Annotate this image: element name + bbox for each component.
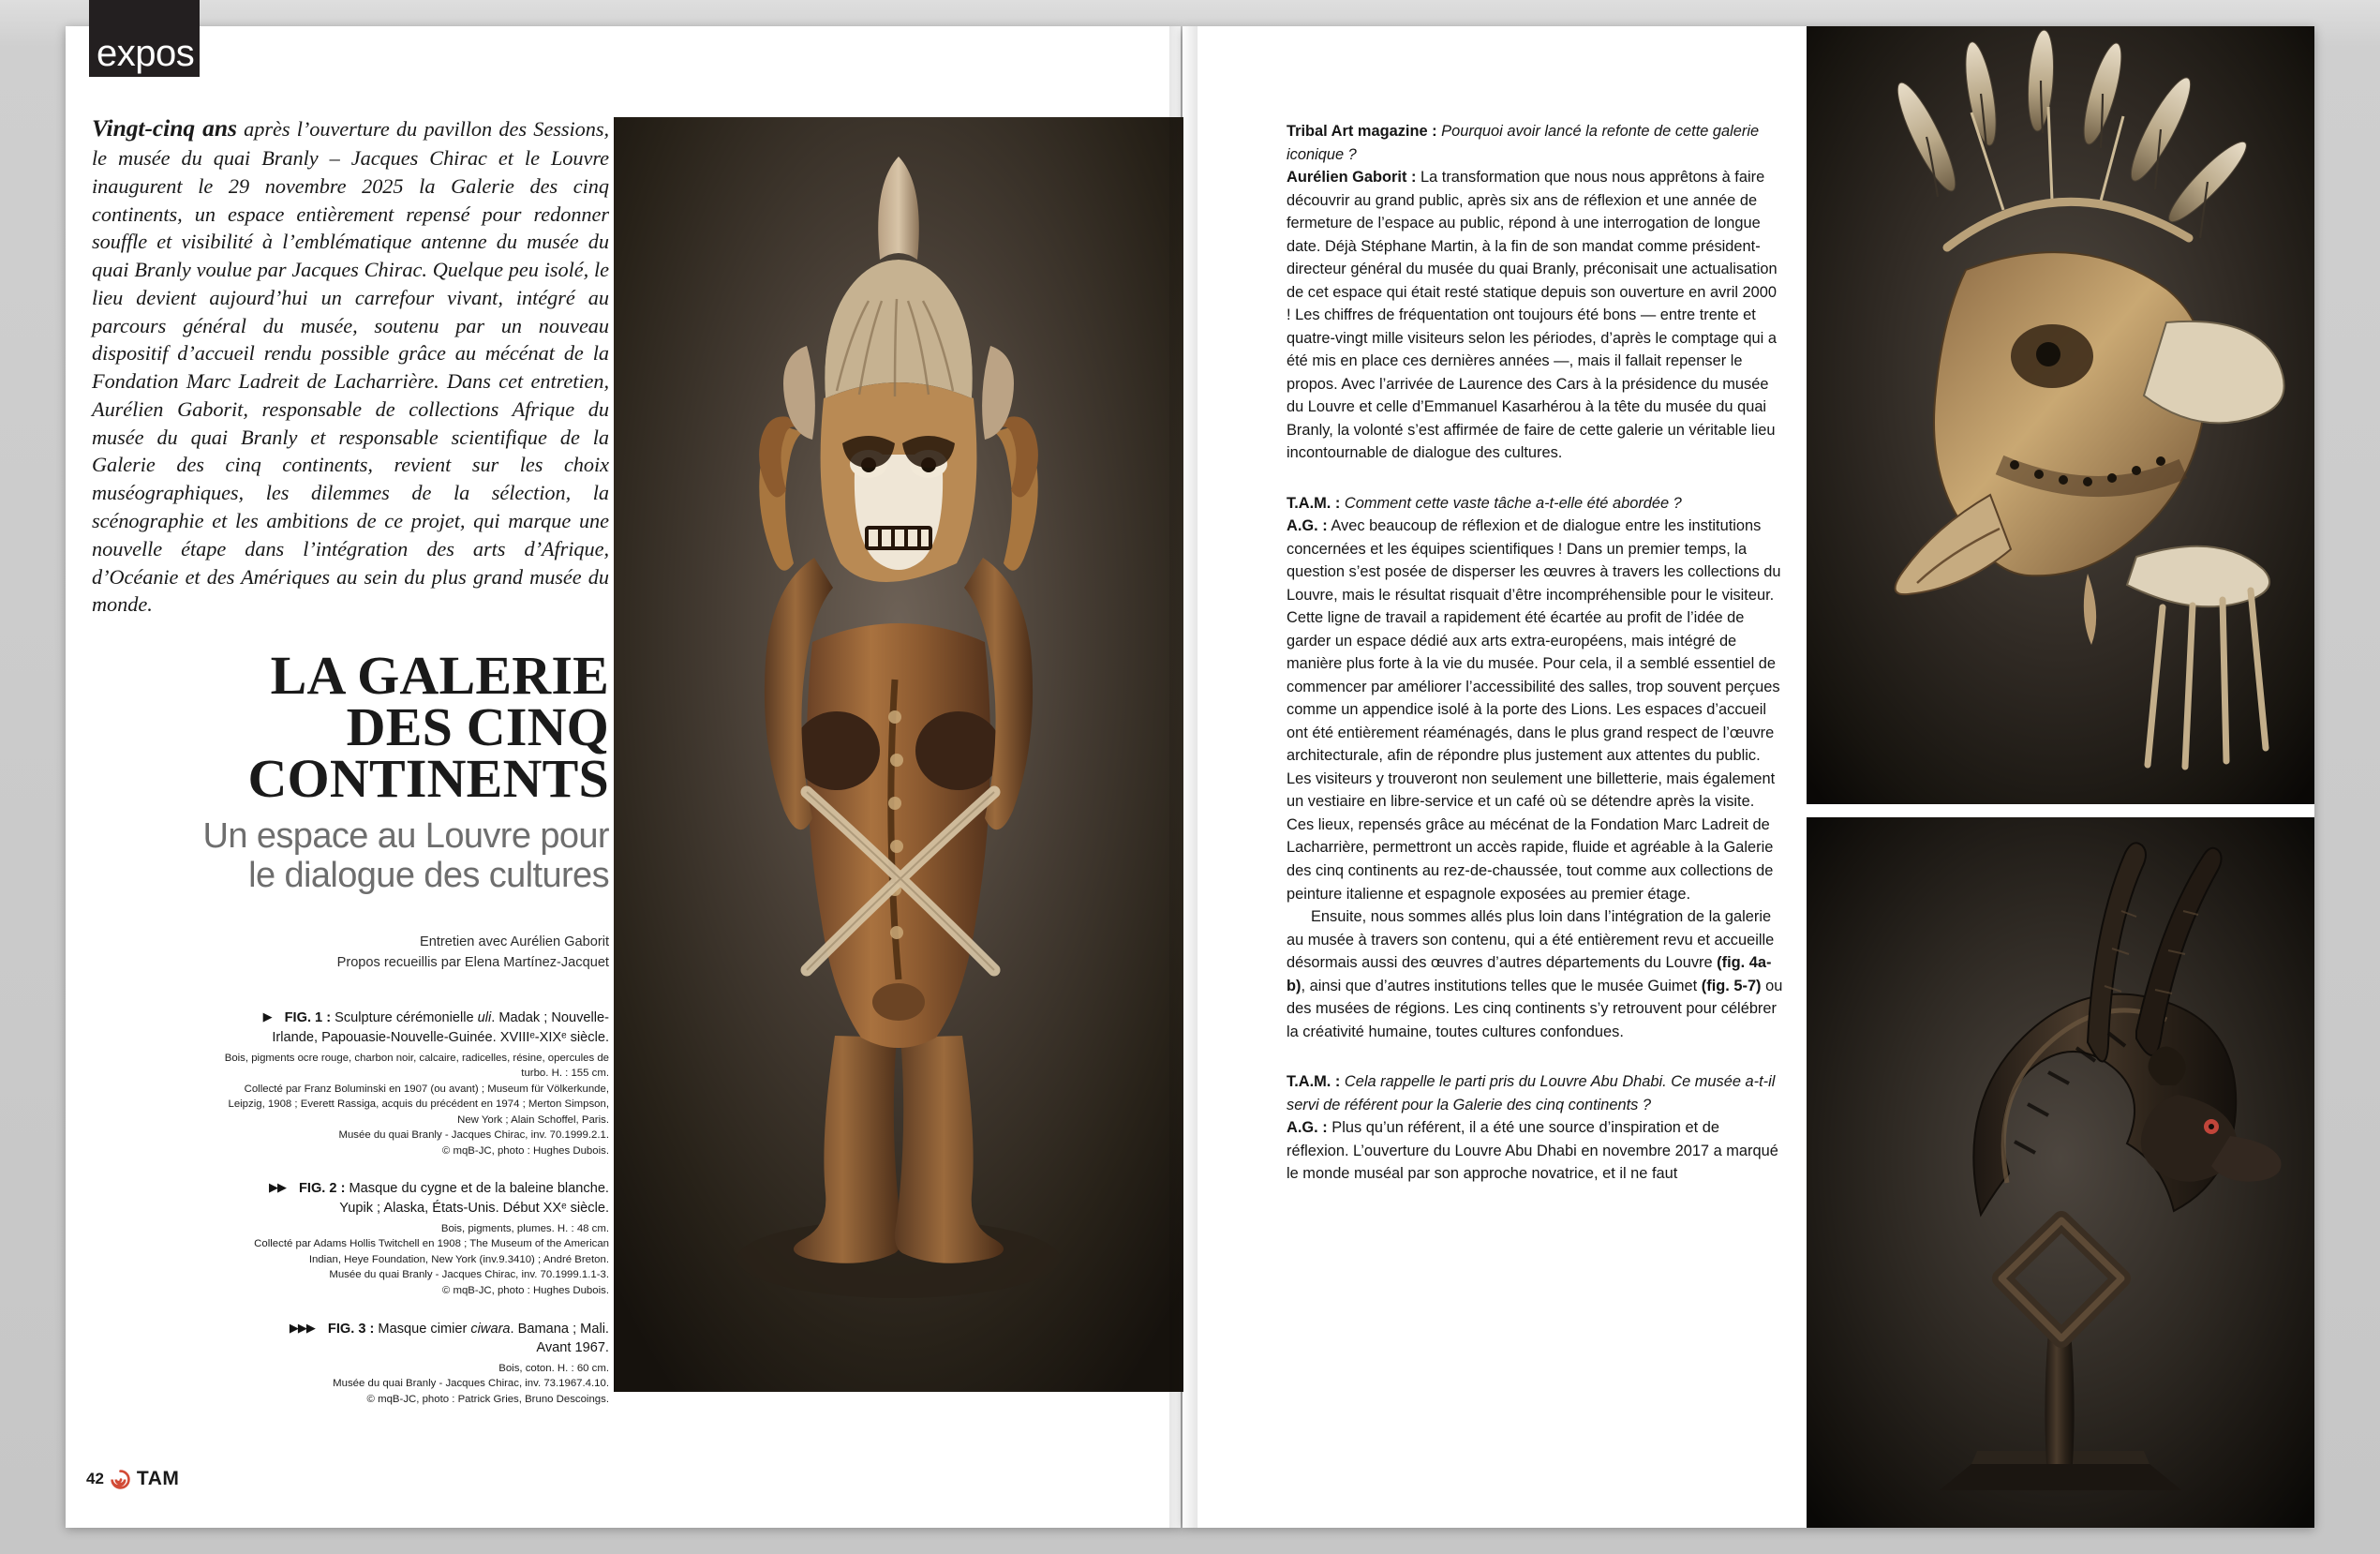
figure-title-line-2: Irlande, Papouasie-Nouvelle-Guinée. XVIIIᵉ-XIXᵉ siècle. (272, 1029, 609, 1045)
figure-title-text: Masque cimier (374, 1321, 471, 1337)
interview-text: Pourquoi avoir lancé la refonte de cette galerie iconique ? (1287, 123, 1760, 163)
spiral-logo-icon (111, 1470, 130, 1489)
caption-line: Collecté par Franz Boluminski en 1907 (ou avant) ; Museum für Völkerkunde, (244, 1083, 609, 1095)
headline-line-1: LA GALERIE (270, 645, 609, 707)
figure-title-line-2: Yupik ; Alaska, États-Unis. Début XXᵉ siècle. (339, 1201, 609, 1217)
interview-answer (1287, 905, 1783, 1043)
interview-text: Ensuite, nous sommes allés plus loin dans l’intégration de la galerie au musée à travers son contenu, qui a été entièrement revu et accueille désormais aussi des œuvres d’autres départements du Louvre (1287, 908, 1775, 972)
caption-line: © mqB-JC, photo : Hughes Dubois. (441, 1284, 609, 1296)
speaker-label: Aurélien Gaborit : (1287, 169, 1417, 187)
intro-lead-in: Vingt-cinq ans (92, 114, 237, 142)
intro-paragraph (92, 112, 609, 619)
caption-line: Collecté par Adams Hollis Twitchell en 1908 ; The Museum of the American (254, 1238, 609, 1250)
caption-line: Bois, pigments, plumes. H. : 48 cm. (440, 1222, 609, 1234)
credit-interview: Entretien avec Aurélien Gaborit (420, 934, 609, 949)
figure-title-text: Masque du cygne et de la baleine blanche. (345, 1181, 609, 1197)
interview-text: La transformation que nous nous apprêtons à faire découvrir au grand public, après six ans de réflexion et une année de fermeture de l’espace au public, répond à une interrogation de longue date. Déjà Stéphane Martin, à la fin de son mandat comme président-directeur général du musée du quai Branly, préconisait une actualisation de cet espace qui était resté statique depuis son ouverture en avril 2000 ! Les chiffres de fréquentation ont toujours été bons — entre trente et quatre-vingt mille visiteurs selon les périodes, d’après le comptage qui a été mis en place ces dernières années —, mais il fallait repenser le propos. Avec l’arrivée de Laurence des Cars à la présidence du musée du Louvre et celle d’Emmanuel Kasarhérou à la tête du musée du quai Branly, la volonté s’est affirmée de faire de cette galerie un véritable lieu incontournable de dialogue des cultures. (1287, 169, 1778, 462)
caption-line: Indian, Heye Foundation, New York (inv.9.3410) ; André Breton. (308, 1253, 609, 1265)
figure-caption-body (92, 1051, 609, 1159)
page-subtitle (92, 817, 609, 896)
figure-reference: (fig. 5-7) (1701, 977, 1762, 994)
speaker-label: T.A.M. : (1287, 494, 1341, 512)
figure-title-text: Sculpture cérémonielle (331, 1010, 478, 1026)
caption-line: Musée du quai Branly - Jacques Chirac, inv. 70.1999.2.1. (338, 1129, 609, 1142)
uli-figure-illustration (614, 117, 1183, 1392)
interview-text: Avec beaucoup de réflexion et de dialogue entre les institutions concernées et les équipes scientifiques ! Dans un premier temps, la question s’est posée de disperser les œuvres à travers les collections du Louvre, mais le résultat risquait d’être incompréhensible pour le visiteur. Cette ligne de travail a rapidement été écartée au profit de l’idée de garder un espace dédié aux arts extra-européens, mais intégré de manière plus forte à la vie du musée. Pour cela, il a semblé essentiel de commencer par améliorer l’accessibilité des salles, trop souvent perçues comme un appendice isolé à la porte des Lions. Les espaces d’accueil ont été entièrement réaménagés, dans le plus grand respect de l’œuvre architecturale, afin de répondre plus justement aux attentes du public. Les visiteurs y trouveront non seulement une billetterie, mais également un vestiaire en libre-service et un café où se détendre après la visite. Ces lieux, repensés grâce au mécénat de la Fondation Marc Ladreit de Lacharrière, permettront un accès rapide, fluide et agréable à la Galerie des cinq continents au rez-de-chaussée, tout comme aux collections de peinture italienne et espagnole exposées au premier étage. (1287, 517, 1781, 903)
figure-number: FIG. 2 : (298, 1181, 346, 1197)
page-title (92, 645, 609, 810)
speaker-label: A.G. : (1287, 517, 1328, 535)
subtitle-line-1: Un espace au Louvre pour (202, 816, 609, 857)
caption-line: New York ; Alain Schoffel, Paris. (457, 1113, 609, 1126)
figure-number: FIG. 3 : (327, 1321, 375, 1337)
credit-author: Propos recueillis par Elena Martínez-Jacquet (336, 955, 609, 971)
figure-caption-heading (92, 1009, 609, 1047)
interview-answer (1287, 166, 1783, 465)
qa-spacer (1287, 465, 1783, 492)
caption-line: Musée du quai Branly - Jacques Chirac, inv. 70.1999.1.1-3. (329, 1269, 609, 1281)
fig2-swan-whale-mask-photo (1807, 26, 2314, 804)
article-credits (92, 932, 609, 973)
headline-line-3: CONTINENTS (247, 748, 609, 810)
speaker-label: Tribal Art magazine : (1287, 123, 1437, 140)
figure-captions (92, 1009, 609, 1407)
interview-text: Plus qu’un référent, il a été une source d’inspiration et de réflexion. L’ouverture du Louvre Abu Dhabi en novembre 2017 a marqué le monde muséal par son approche novatrice, et il ne faut (1287, 1119, 1778, 1183)
page-number: 42 (86, 1470, 104, 1487)
figure-caption-body (92, 1221, 609, 1299)
subtitle-line-2: le dialogue des cultures (248, 856, 609, 896)
figure-title-italic: ciwara (470, 1321, 511, 1337)
figure-caption-block (92, 1009, 609, 1158)
figure-title-line-2: Avant 1967. (536, 1340, 609, 1356)
magazine-mark: TAM (136, 1468, 180, 1489)
figure-caption-heading (92, 1179, 609, 1218)
ciwara-illustration (1807, 817, 2314, 1528)
figure-caption-block (92, 1179, 609, 1298)
interview-answer (1287, 1116, 1783, 1186)
figure-caption-heading (92, 1320, 609, 1358)
qa-spacer (1287, 1043, 1783, 1070)
caption-line: turbo. H. : 155 cm. (521, 1068, 609, 1080)
figure-caption-block (92, 1320, 609, 1408)
caption-line: © mqB-JC, photo : Hughes Dubois. (441, 1144, 609, 1157)
caption-line: Bois, pigments ocre rouge, charbon noir, calcaire, radicelles, résine, opercules de (224, 1052, 609, 1064)
left-text-column (92, 112, 609, 1428)
caption-triangle-icon: ▶ (262, 1009, 272, 1024)
interview-text-end: ou des musées de régions. Les cinq continents s’y retrouvent pour célébrer la créativité humaine, toutes cultures confondues. (1287, 977, 1783, 1040)
figure-caption-body (92, 1361, 609, 1408)
caption-triangle-icon: ▶▶ (268, 1180, 286, 1195)
figure-number: FIG. 1 : (284, 1010, 332, 1026)
interview-column (1287, 120, 1783, 1186)
interview-question (1287, 1070, 1783, 1116)
intro-body: après l’ouverture du pavillon des Sessions, le musée du quai Branly – Jacques Chirac et le Louvre inaugurent le 29 novembre 2025 la Galerie des cinq continents, un espace entièrement repensé pour redonner souffle et visibilité à l’emblématique antenne du musée du quai Branly voulue par Jacques Chirac. Quelque peu isolé, le lieu devient aujourd’hui un carrefour vivant, intégré au parcours général du musée, soutenu par un nouveau dispositif d’accueil rendu possible grâce au mécénat de la Fondation Marc Ladreit de Lacharrière. Dans cet entretien, Aurélien Gaborit, responsable de collections Afrique du musée du quai Branly et responsable scientifique de la Galerie des cinq continents, revient sur les choix muséographiques, les dilemmes de la sélection, la scénographie et les ambitions de ce projet, qui marque une nouvelle étape dans l’intégration des arts d’Afrique, d’Océanie et des Amériques au sein du plus grand musée du monde. (92, 117, 609, 617)
interview-answer (1287, 515, 1783, 905)
interview-question (1287, 120, 1783, 166)
folio (86, 1468, 179, 1490)
headline-line-2: DES CINQ (346, 696, 609, 758)
figure-title-text-cont: . Madak ; Nouvelle- (491, 1010, 609, 1026)
caption-line: Leipzig, 1908 ; Everett Rassiga, acquis du précédent en 1974 ; Merton Simpson, (228, 1098, 609, 1111)
interview-text: Cela rappelle le parti pris du Louvre Abu Dhabi. Ce musée a-t-il servi de référent pour la Galerie des cinq continents ? (1287, 1073, 1776, 1113)
caption-line: Musée du quai Branly - Jacques Chirac, inv. 73.1967.4.10. (333, 1378, 609, 1390)
caption-line: Bois, coton. H. : 60 cm. (498, 1362, 609, 1374)
figure-title-italic: uli (477, 1010, 492, 1026)
interview-text: Comment cette vaste tâche a-t-elle été abordée ? (1340, 494, 1682, 512)
speaker-label: A.G. : (1287, 1119, 1328, 1137)
fig1-uli-sculpture-photo (614, 117, 1183, 1392)
fig3-ciwara-headdress-photo (1807, 817, 2314, 1528)
section-tab-label: expos (97, 33, 195, 74)
interview-question (1287, 492, 1783, 516)
yupik-mask-illustration (1807, 26, 2314, 804)
section-tab-expos (89, 0, 200, 77)
speaker-label: T.A.M. : (1287, 1073, 1341, 1091)
figure-title-text-cont: . Bamana ; Mali. (510, 1321, 609, 1337)
interview-text-cont: , ainsi que d’autres institutions telles que le musée Guimet (1301, 977, 1702, 994)
caption-triangle-icon: ▶▶▶ (289, 1320, 315, 1335)
figure-reference: (fig. 4a-b) (1287, 954, 1772, 994)
caption-line: © mqB-JC, photo : Patrick Gries, Bruno Descoings. (366, 1394, 609, 1406)
